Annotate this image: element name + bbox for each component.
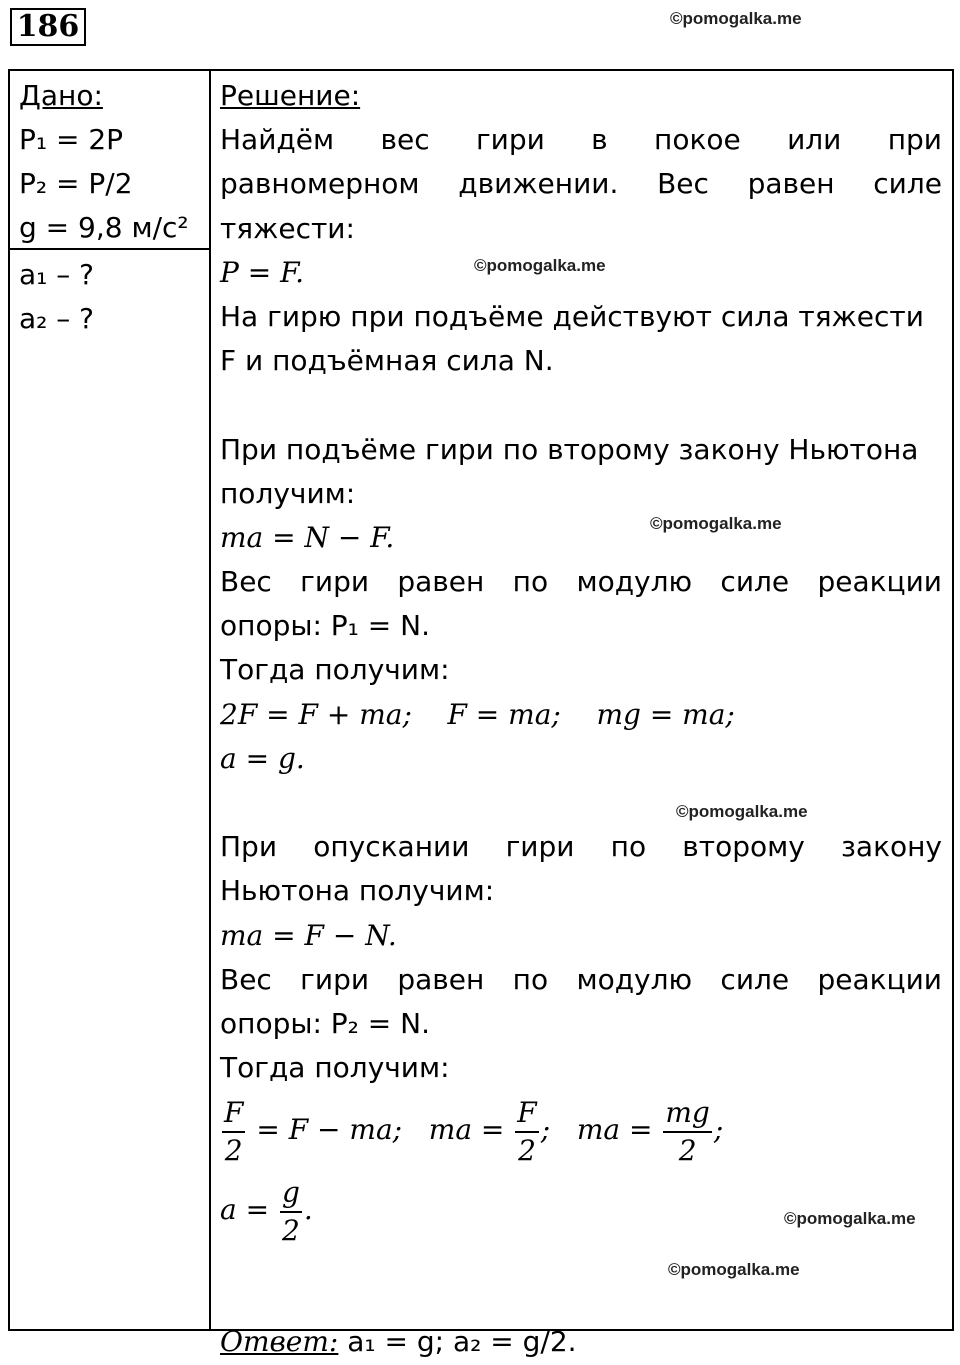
given-p2: P₂ = P/2 [19,167,133,200]
solution-line: При подъёме гири по второму закону Ньютона [220,432,919,466]
solution-line: Найдём вес гири в покое или при [220,123,942,157]
fraction: $\frac{mg}{2}$ [665,1095,710,1167]
solution-line: получим: [220,476,356,510]
watermark: ©pomogalka.me [784,1209,916,1228]
watermark: ©pomogalka.me [676,802,808,821]
watermark: ©pomogalka.me [668,1260,800,1279]
watermark: ©pomogalka.me [650,514,782,533]
given-p1: P₁ = 2P [19,123,124,156]
solution-line: Тогда получим: [220,1051,450,1085]
equation: P = F. [220,255,305,289]
solution-line: опоры: P₁ = N. [220,609,430,643]
fraction: $\frac{g}{2}$ [281,1175,300,1247]
equation: 2F = F + ma; F = ma; mg = ma; [220,697,735,731]
solution-line: F и подъёмная сила N. [220,344,554,378]
solution-line: опоры: P₂ = N. [220,1006,430,1040]
fraction: $\frac{F}{2}$ [224,1095,244,1167]
given-g: g = 9,8 м/с² [19,211,189,244]
given-header: Дано: [19,79,103,112]
watermark: ©pomogalka.me [670,9,802,28]
solution-line: тяжести: [220,211,355,245]
solution-line: Вес гири равен по модулю силе реакции [220,962,942,996]
find-a1: a₁ – ? [19,258,95,291]
watermark: ©pomogalka.me [474,256,606,275]
equation: ma = F − N. [220,918,397,952]
problem-number: 186 [10,8,86,46]
answer-label: Ответ: [220,1325,339,1359]
solution-line: При опускании гири по второму закону [220,830,942,864]
column-divider [209,71,211,1329]
solution-line: На гирю при подъёме действуют сила тяжести [220,299,924,333]
equation: ma = N − F. [220,520,395,554]
answer-text: a₁ = g; a₂ = g/2. [338,1325,577,1359]
solution-header: Решение: [220,79,361,112]
equation-fraction: $\frac{F}{2}$ = F − ma; ma = $\frac{F}{2}$ ; ma = $\frac{mg}{2}$ ; [224,1095,724,1167]
solution-line: равномерном движении. Вес равен силе [220,167,942,201]
equation-final: a = $\frac{g}{2}$ . [220,1175,313,1247]
solution-line: Вес гири равен по модулю силе реакции [220,565,942,599]
find-a2: a₂ – ? [19,302,95,335]
equation: a = g. [220,741,305,775]
answer [220,1320,942,1364]
fraction: $\frac{F}{2}$ [517,1095,537,1167]
solution-line: Тогда получим: [220,653,450,687]
solution-line: Ньютона получим: [220,874,495,908]
